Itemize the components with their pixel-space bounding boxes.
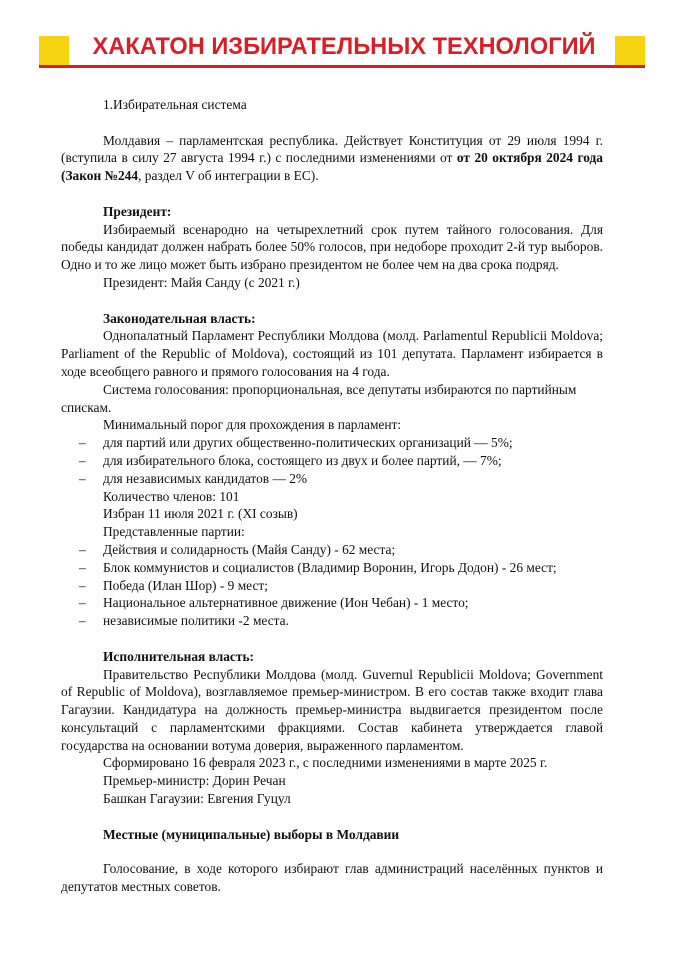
local-elections-text: Голосование, в ходе которого избирают глав администраций населённых пунктов и депутатов местных советов. xyxy=(61,861,603,895)
threshold-title: Минимальный порог для прохождения в парламент: xyxy=(103,417,402,433)
banner-title: ХАКАТОН ИЗБИРАТЕЛЬНЫХ ТЕХНОЛОГИЙ xyxy=(92,34,596,60)
document-body xyxy=(61,96,603,896)
president-text: Избираемый всенародно на четырехлетний срок путем тайного голосования. Для победы кандидат должен набрать более 50% голосов, при недоборе проходит 2-й тур выборов. Одно и то же лицо может быть избрано президентом не более чем на два срока подряд. xyxy=(61,221,603,273)
header-banner xyxy=(0,0,685,75)
elected-date: Избран 11 июля 2021 г. (XI созыв) xyxy=(103,506,298,522)
president-heading: Президент: xyxy=(103,203,172,219)
list-item xyxy=(61,470,603,488)
list-item xyxy=(61,559,603,577)
threshold-independent: для независимых кандидатов — 2% xyxy=(103,470,308,486)
party-item: независимые политики -2 места. xyxy=(103,613,289,629)
parties-title: Представленные партии: xyxy=(103,524,245,540)
dash-bullet: – xyxy=(79,595,86,611)
banner-underline xyxy=(39,65,645,68)
executive-text: Правительство Республики Молдова (молд. Guvernul Republicii Moldova; Government of Republic of Moldova), возглавляемое премьер-министром. В его состав также входит глава Гагаузии. Кандидатура на должность премьер-министра выдвигается президентом после консультаций с парламентскими фракциями. Состав кабинета утверждается главой государства на основании вотума доверия, выраженного парламентом. xyxy=(61,666,603,753)
intro-text-end: , раздел V об интеграции в ЕС). xyxy=(138,168,319,184)
members-count: Количество членов: 101 xyxy=(103,488,240,504)
dash-bullet: – xyxy=(79,470,86,486)
party-item: Национальное альтернативное движение (Ион Чебан) - 1 место; xyxy=(103,595,469,611)
intro-bold-date: от 20 октября 2024 года (Закон №244 xyxy=(61,150,603,184)
party-item: Блок коммунистов и социалистов (Владимир Воронин, Игорь Додон) - 26 мест; xyxy=(103,559,557,575)
threshold-bloc: для избирательного блока, состоящего из двух и более партий, — 7%; xyxy=(103,452,502,468)
intro-paragraph xyxy=(61,132,603,185)
list-item xyxy=(61,452,603,470)
list-item xyxy=(61,541,603,559)
executive-formed: Сформировано 16 февраля 2023 г., с последними изменениями в марте 2025 г. xyxy=(103,755,548,771)
party-item: Действия и солидарность (Майя Санду) - 62 места; xyxy=(103,541,396,557)
dash-bullet: – xyxy=(79,577,86,593)
gagauzia-bashkan: Башкан Гагаузии: Евгения Гуцул xyxy=(103,791,291,807)
dash-bullet: – xyxy=(79,559,86,575)
threshold-party: для партий или других общественно-политических организаций — 5%; xyxy=(103,435,513,451)
voting-system: Система голосования: пропорциональная, все депутаты избираются по партийным спискам. xyxy=(61,381,577,415)
yellow-square-left xyxy=(39,36,69,66)
executive-heading: Исполнительная власть: xyxy=(103,648,254,664)
legislative-heading: Законодательная власть: xyxy=(103,310,256,326)
section-title: 1.Избирательная система xyxy=(103,97,247,112)
local-elections-heading: Местные (муниципальные) выборы в Молдавии xyxy=(103,826,400,842)
yellow-square-right xyxy=(615,36,645,66)
dash-bullet: – xyxy=(79,613,86,629)
president-current: Президент: Майя Санду (с 2021 г.) xyxy=(103,274,300,290)
intro-text: Молдавия – парламентская республика. Действует Конституция от 29 июля 1994 г. (вступила в силу 27 августа 1994 г.) с последними изменениями от xyxy=(61,132,603,166)
dash-bullet: – xyxy=(79,541,86,557)
prime-minister: Премьер-министр: Дорин Речан xyxy=(103,773,286,789)
dash-bullet: – xyxy=(79,452,86,468)
list-item xyxy=(61,434,603,452)
legislative-text: Однопалатный Парламент Республики Молдова (молд. Parlamentul Republicii Moldova; Parliament of the Republic of Moldova), состоящий из 101 депутата. Парламент избирается в ходе всеобщего равного и прямого голосования на 4 года. xyxy=(61,328,603,379)
list-item xyxy=(61,612,603,630)
list-item xyxy=(61,594,603,612)
party-item: Победа (Илан Шор) - 9 мест; xyxy=(103,577,268,593)
list-item xyxy=(61,577,603,595)
dash-bullet: – xyxy=(79,435,86,451)
